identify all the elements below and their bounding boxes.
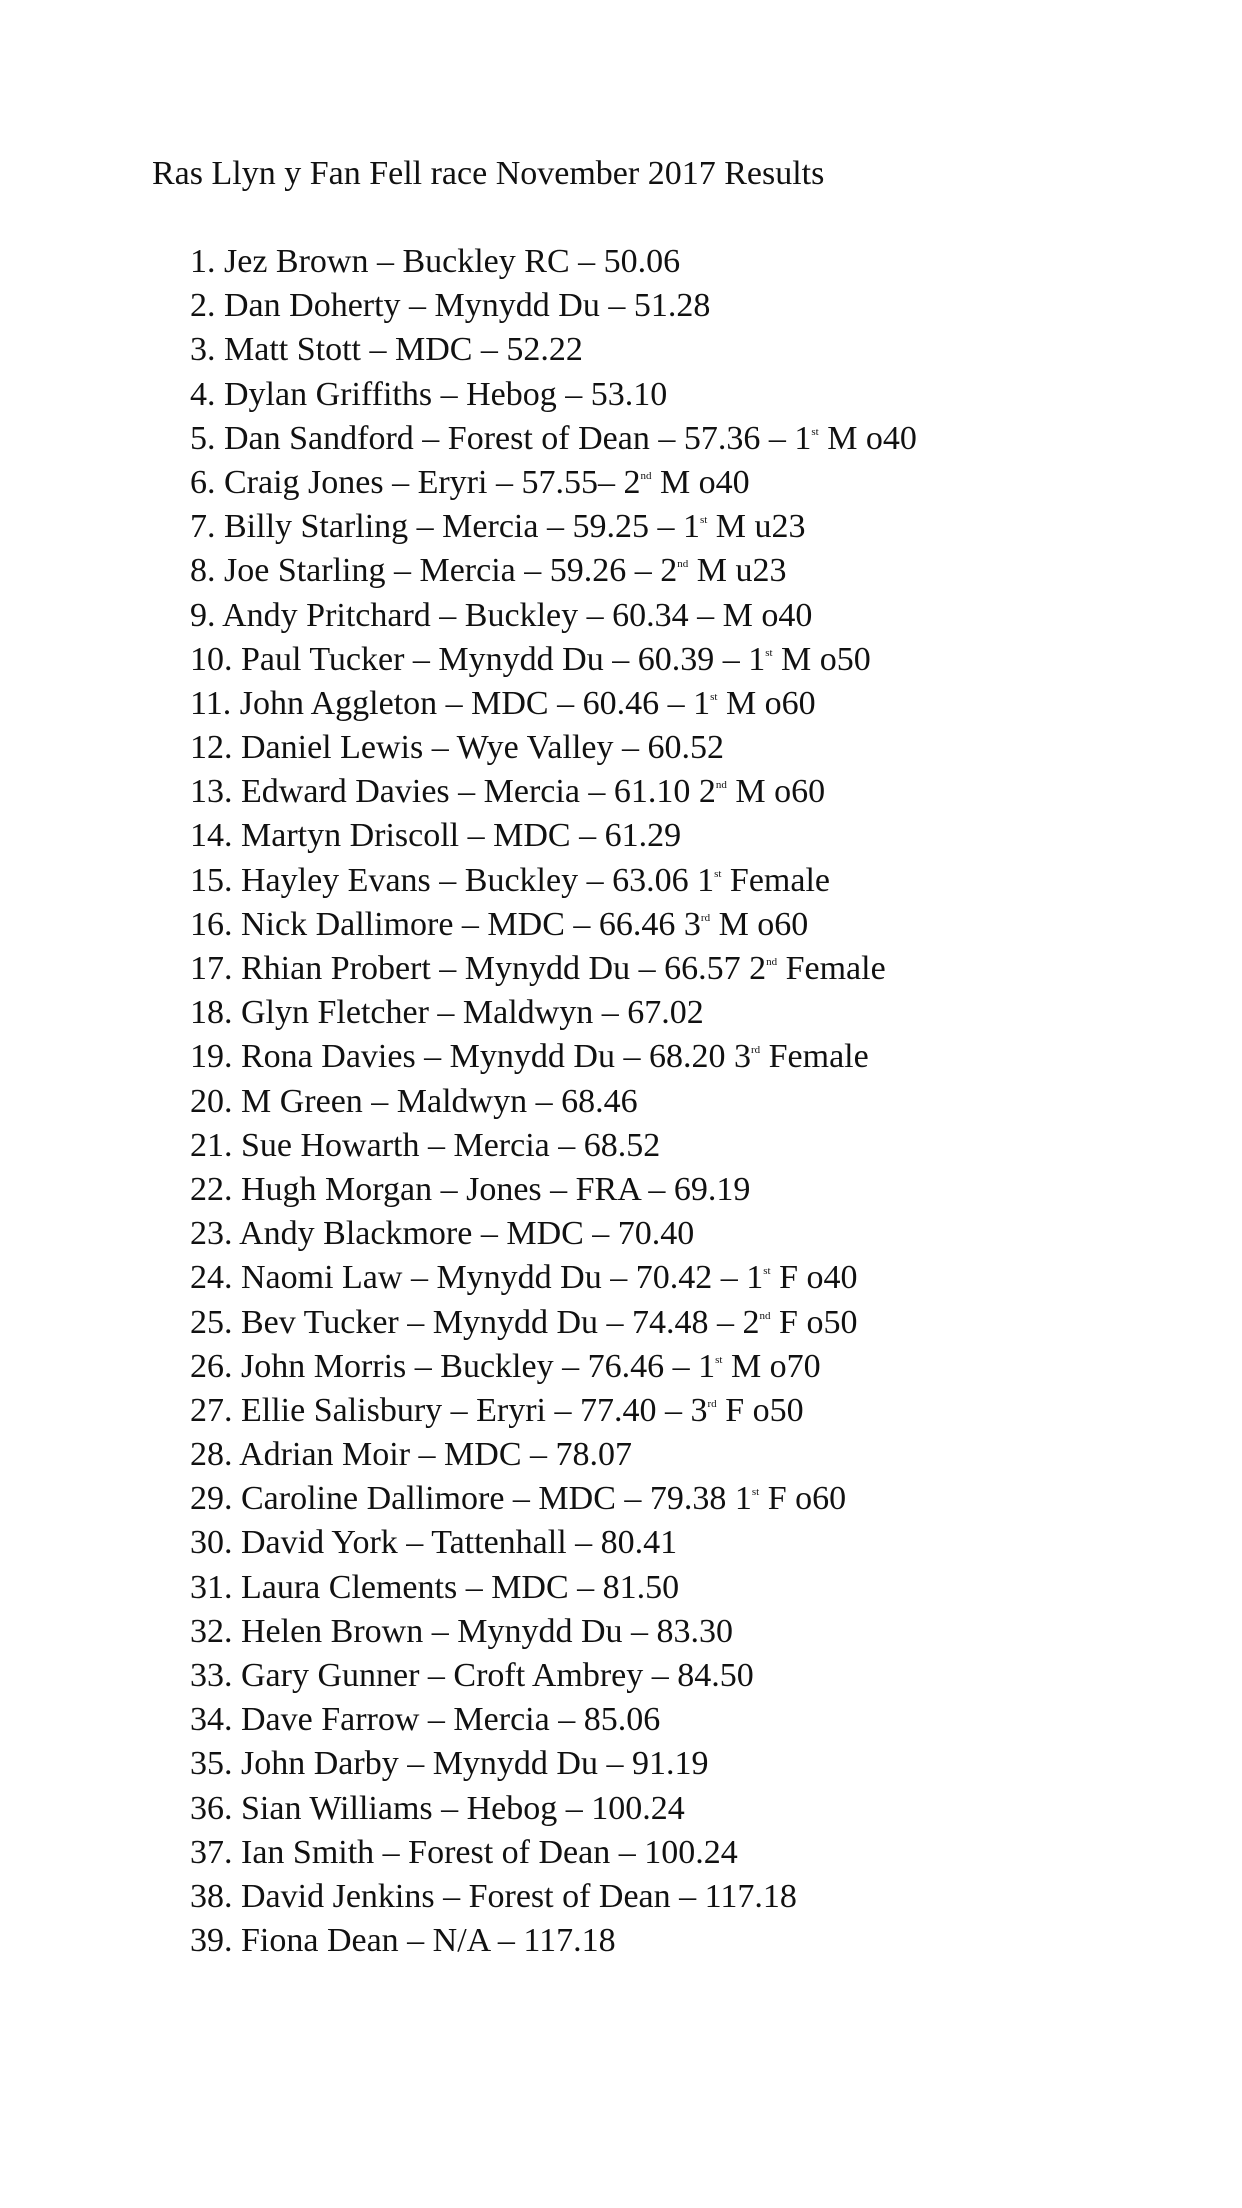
result-position: 35. (190, 1745, 233, 1783)
result-position: 22. (190, 1170, 233, 1208)
result-category: F o50 (716, 1391, 804, 1429)
result-text: David Jenkins – Forest of Dean – 117.18 (241, 1877, 797, 1915)
result-position: 31. (190, 1568, 233, 1606)
result-position: 8. (190, 552, 216, 590)
result-text: Nick Dallimore – MDC – 66.46 3 (241, 905, 701, 943)
result-row (190, 1301, 917, 1345)
result-text: Rhian Probert – Mynydd Du – 66.57 2 (241, 950, 767, 987)
result-position: 23. (190, 1215, 233, 1253)
result-row (190, 1389, 917, 1433)
result-text: Laura Clements – MDC – 81.50 (241, 1568, 680, 1606)
result-text: Daniel Lewis – Wye Valley – 60.52 (241, 729, 724, 767)
result-position: 3. (190, 331, 216, 369)
result-position: 14. (190, 817, 233, 855)
result-row (190, 1345, 917, 1389)
result-text: Helen Brown – Mynydd Du – 83.30 (241, 1612, 734, 1650)
result-position: 17. (190, 950, 233, 987)
result-position: 30. (190, 1524, 233, 1562)
result-row (190, 594, 917, 638)
result-position: 25. (190, 1303, 233, 1341)
result-position: 38. (190, 1877, 233, 1915)
result-text: M Green – Maldwyn – 68.46 (241, 1082, 638, 1120)
result-text: Matt Stott – MDC – 52.22 (224, 331, 583, 369)
result-row (190, 1610, 917, 1654)
result-row (190, 903, 917, 947)
result-text: Joe Starling – Mercia – 59.26 – 2 (224, 552, 678, 590)
result-text: Dylan Griffiths – Hebog – 53.10 (224, 375, 668, 413)
result-row (190, 1168, 917, 1212)
result-ordinal-suffix: nd (759, 1309, 771, 1322)
result-text: John Darby – Mynydd Du – 91.19 (241, 1745, 709, 1783)
result-category: F o60 (759, 1480, 847, 1518)
result-row (190, 1831, 917, 1875)
result-position: 4. (190, 375, 216, 413)
result-position: 37. (190, 1833, 233, 1871)
result-text: Adrian Moir – MDC – 78.07 (239, 1436, 633, 1474)
result-row (190, 1124, 917, 1168)
result-position: 28. (190, 1436, 233, 1474)
result-text: Martyn Driscoll – MDC – 61.29 (241, 817, 682, 855)
result-row (190, 814, 917, 858)
result-category: M o70 (722, 1347, 821, 1385)
result-ordinal-suffix: rd (750, 1044, 761, 1057)
result-text: John Aggleton – MDC – 60.46 – 1 (239, 684, 711, 722)
result-ordinal-suffix: nd (677, 558, 689, 571)
result-position: 12. (190, 729, 233, 767)
result-ordinal-suffix: st (715, 1353, 723, 1366)
result-ordinal-suffix: rd (700, 911, 711, 924)
result-position: 27. (190, 1391, 233, 1429)
result-position: 29. (190, 1480, 233, 1518)
result-text: Caroline Dallimore – MDC – 79.38 1 (241, 1480, 752, 1518)
result-position: 18. (190, 994, 233, 1032)
document-title: Ras Llyn y Fan Fell race November 2017 Results (152, 155, 825, 192)
result-ordinal-suffix: nd (715, 779, 727, 792)
result-ordinal-suffix: nd (766, 956, 778, 968)
result-row (190, 1654, 917, 1698)
result-position: 6. (190, 463, 216, 501)
result-position: 5. (190, 419, 216, 457)
result-category: F o40 (770, 1259, 858, 1297)
result-row (190, 1698, 917, 1742)
result-text: Sue Howarth – Mercia – 68.52 (241, 1126, 661, 1164)
result-row (190, 1919, 917, 1963)
result-row (190, 373, 917, 417)
result-ordinal-suffix: st (763, 1265, 771, 1278)
result-category: M o40 (651, 463, 750, 501)
result-row (190, 991, 917, 1035)
result-row (190, 328, 917, 372)
result-text: Hugh Morgan – Jones – FRA – 69.19 (241, 1170, 751, 1208)
results-list (190, 240, 917, 1963)
result-position: 9. (190, 596, 216, 634)
result-row (190, 549, 917, 593)
result-position: 1. (190, 243, 216, 280)
result-ordinal-suffix: st (699, 514, 708, 527)
result-text: Paul Tucker – Mynydd Du – 60.39 – 1 (241, 640, 766, 678)
result-row (190, 1433, 917, 1477)
result-position: 21. (190, 1126, 233, 1164)
result-text: David York – Tattenhall – 80.41 (241, 1524, 678, 1562)
result-row (190, 1035, 917, 1079)
result-category: M o60 (710, 905, 809, 943)
result-row (190, 240, 917, 284)
result-ordinal-suffix: nd (640, 469, 652, 482)
result-text: Gary Gunner – Croft Ambrey – 84.50 (241, 1657, 754, 1694)
result-row (190, 417, 917, 461)
result-text: Hayley Evans – Buckley – 63.06 1 (241, 861, 715, 899)
result-row (190, 770, 917, 814)
result-category: F o50 (770, 1303, 858, 1341)
result-position: 7. (190, 508, 216, 546)
result-category: Female (760, 1038, 869, 1076)
result-category: M u23 (707, 508, 806, 546)
result-row (190, 1080, 917, 1124)
result-position: 33. (190, 1657, 233, 1694)
result-position: 39. (190, 1922, 233, 1960)
result-row (190, 638, 917, 682)
result-text: Billy Starling – Mercia – 59.25 – 1 (224, 508, 700, 546)
result-category: M o60 (717, 684, 816, 722)
result-text: Rona Davies – Mynydd Du – 68.20 3 (241, 1038, 751, 1076)
result-row (190, 284, 917, 328)
result-position: 20. (190, 1082, 233, 1120)
result-text: Dan Doherty – Mynydd Du – 51.28 (224, 287, 711, 325)
result-row (190, 1787, 917, 1831)
result-position: 10. (190, 640, 233, 678)
result-row (190, 1875, 917, 1919)
result-text: Bev Tucker – Mynydd Du – 74.48 – 2 (241, 1303, 760, 1341)
result-text: Ellie Salisbury – Eryri – 77.40 – 3 (241, 1391, 708, 1429)
result-row (190, 859, 917, 903)
result-row (190, 505, 917, 549)
result-position: 15. (190, 861, 233, 899)
result-text: Dave Farrow – Mercia – 85.06 (241, 1701, 661, 1739)
result-category: M u23 (688, 552, 787, 590)
result-row (190, 1212, 917, 1256)
result-category: M o40 (818, 419, 917, 457)
result-category: Female (721, 861, 830, 899)
result-category: M o50 (772, 640, 871, 678)
result-text: Glyn Fletcher – Maldwyn – 67.02 (241, 994, 704, 1032)
result-position: 11. (190, 684, 232, 722)
result-text: Jez Brown – Buckley RC – 50.06 (224, 243, 681, 280)
result-text: Sian Williams – Hebog – 100.24 (241, 1789, 685, 1827)
result-text: Ian Smith – Forest of Dean – 100.24 (241, 1833, 738, 1871)
result-position: 16. (190, 905, 233, 943)
result-position: 19. (190, 1038, 233, 1076)
result-ordinal-suffix: st (714, 867, 722, 880)
result-row (190, 1742, 917, 1786)
result-row (190, 461, 917, 505)
result-row (190, 947, 917, 991)
result-ordinal-suffix: st (765, 646, 773, 659)
result-row (190, 1256, 917, 1300)
result-ordinal-suffix: st (811, 425, 819, 438)
result-row (190, 1477, 917, 1521)
result-position: 36. (190, 1789, 233, 1827)
result-category: Female (777, 950, 886, 987)
result-position: 13. (190, 773, 233, 811)
result-text: Edward Davies – Mercia – 61.10 2 (241, 773, 716, 811)
result-row (190, 726, 917, 770)
result-position: 34. (190, 1701, 233, 1739)
result-text: Craig Jones – Eryri – 57.55– 2 (224, 463, 641, 501)
result-ordinal-suffix: st (751, 1486, 760, 1499)
result-position: 2. (190, 287, 216, 325)
result-text: Fiona Dean – N/A – 117.18 (241, 1922, 616, 1960)
result-ordinal-suffix: st (710, 690, 718, 703)
result-category: M o60 (726, 773, 826, 811)
result-row (190, 1566, 917, 1610)
result-text: Andy Pritchard – Buckley – 60.34 – M o40 (222, 596, 813, 634)
result-text: Andy Blackmore – MDC – 70.40 (239, 1215, 695, 1253)
result-ordinal-suffix: rd (707, 1397, 717, 1410)
result-row (190, 1521, 917, 1565)
result-position: 24. (190, 1259, 233, 1297)
result-text: Dan Sandford – Forest of Dean – 57.36 – 1 (224, 419, 812, 457)
result-row (190, 682, 917, 726)
result-text: John Morris – Buckley – 76.46 – 1 (241, 1347, 716, 1385)
result-position: 32. (190, 1612, 233, 1650)
result-position: 26. (190, 1347, 233, 1385)
result-text: Naomi Law – Mynydd Du – 70.42 – 1 (241, 1259, 764, 1297)
